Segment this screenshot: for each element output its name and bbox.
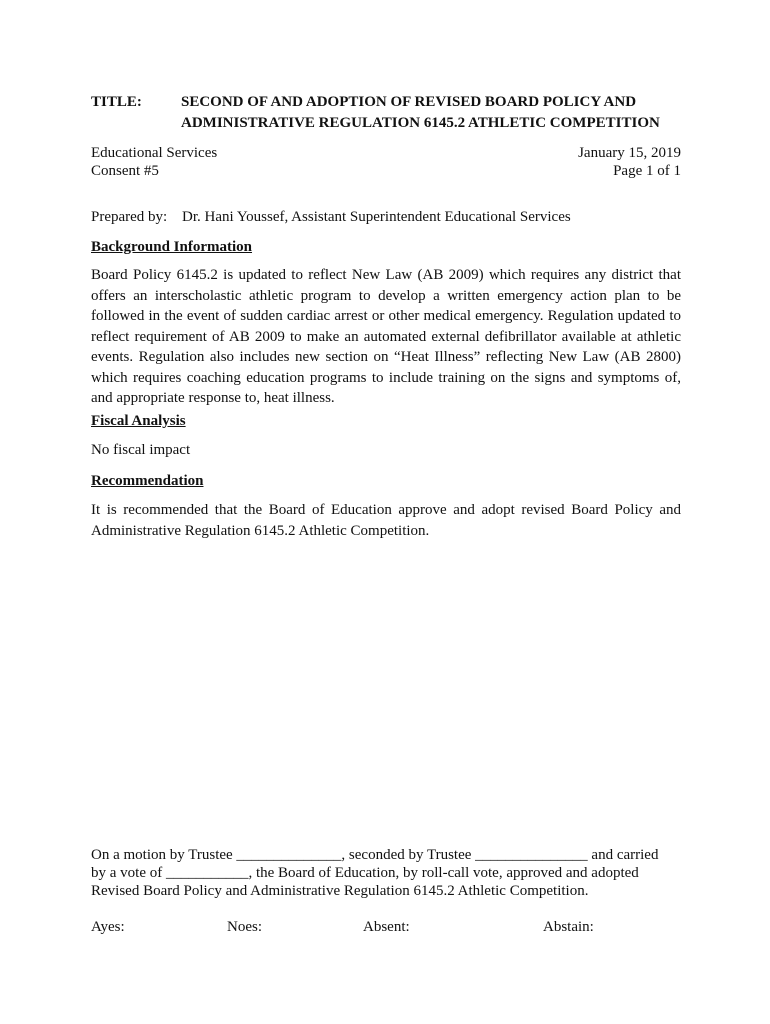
- background-heading: Background Information: [91, 239, 253, 255]
- motion-line-2: by a vote of ___________, the Board of Education, by roll-call vote, approved and adopted: [91, 865, 639, 881]
- ayes-label: Ayes:: [91, 919, 125, 935]
- background-paragraph: Board Policy 6145.2 is updated to reflect New Law (AB 2009) which requires any district that offers an interscholastic athletic program to develop a written emergency action plan to be followed in the event of sudden cardiac arrest or other medical emergency. Regulation updated to reflect requirement of AB 2009 to make an automated external defibrillator available at athletic events. Regulation also includes new section on “Heat Illness” reflecting New Law (AB 2800) which requires coaching education programs to include training on the signs and symptoms of, and appropriate response to, heat illness.: [91, 267, 681, 406]
- prepared-by-label: Prepared by:: [91, 209, 168, 225]
- department-text: Educational Services: [91, 145, 218, 161]
- abstain-label: Abstain:: [543, 919, 594, 935]
- prepared-by-value: Dr. Hani Youssef, Assistant Superintendent Educational Services: [182, 209, 571, 225]
- item-number-text: Consent #5: [91, 163, 159, 179]
- recommendation-paragraph: It is recommended that the Board of Education approve and adopt revised Board Policy and Administrative Regulation 6145.2 Athletic Competition.: [91, 502, 681, 539]
- title-line-2: ADMINISTRATIVE REGULATION 6145.2 ATHLETIC COMPETITION: [181, 115, 660, 131]
- title-line-1: SECOND OF AND ADOPTION OF REVISED BOARD POLICY AND: [181, 94, 637, 110]
- absent-label: Absent:: [363, 919, 410, 935]
- meta-block: [91, 144, 681, 180]
- motion-line-3: Revised Board Policy and Administrative Regulation 6145.2 Athletic Competition.: [91, 883, 589, 899]
- noes-label: Noes:: [227, 919, 262, 935]
- date-text: January 15, 2019: [578, 145, 681, 161]
- title-label: TITLE:: [91, 94, 142, 110]
- fiscal-paragraph: No fiscal impact: [91, 442, 191, 458]
- meta-row-2: [91, 162, 681, 180]
- fiscal-heading: Fiscal Analysis: [91, 413, 186, 429]
- votes-row: [91, 918, 691, 936]
- meta-row-1: [91, 144, 681, 162]
- recommendation-heading: Recommendation: [91, 473, 204, 489]
- page-number-text: Page 1 of 1: [613, 163, 681, 179]
- motion-line-1: On a motion by Trustee ______________, seconded by Trustee _______________ and carried: [91, 847, 659, 863]
- document-title: [181, 92, 691, 134]
- motion-block: [91, 846, 691, 900]
- prepared-by-line: [91, 208, 691, 226]
